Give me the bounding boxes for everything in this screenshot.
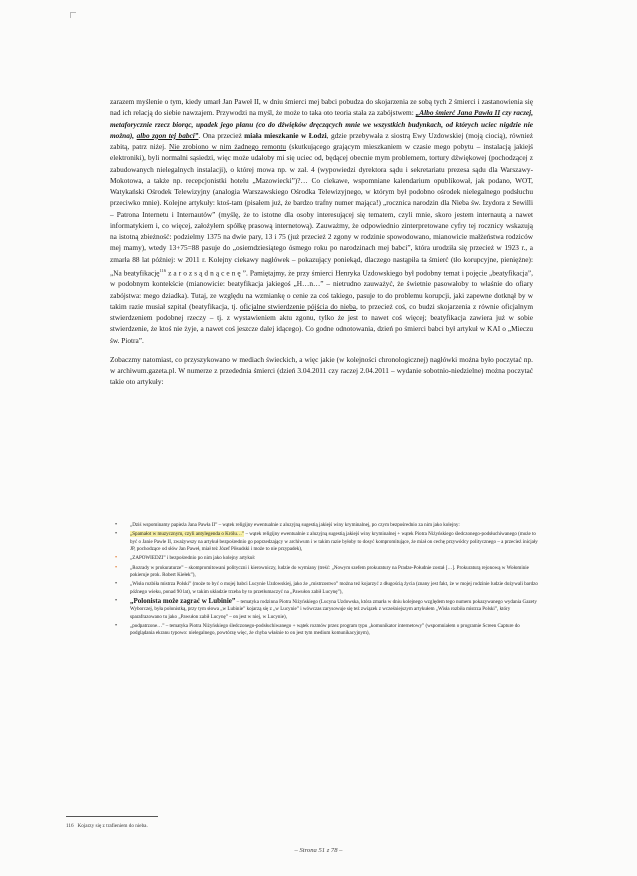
bullet-icon: •: [115, 598, 118, 605]
bullet-icon: •: [115, 531, 118, 538]
list-item-body: – wątek religijny ewentualnie z aluzyjną sugestią jakiejś winy kryminalnej, po czym bezpośrednio za nim jako kolejny:: [217, 522, 460, 528]
list-item-head: „ZAPOWIEDZI”: [130, 555, 166, 562]
p1-underlined-4: oficjalne stwierdzenie pójścia do nieba: [239, 301, 356, 311]
paragraph-1: [110, 96, 533, 346]
list-item-head: „Spamałot w muzycznym, czyli antylegenda o Królu…”: [130, 531, 245, 538]
p1-text-4: (skutkującego grającym mieszkaniem w czasie mego pobytu – instalacją jakiejś elektroniki), byli normalni sąsiedzi, więc może udałoby mi się uciec od, będącej obecnie mym problemem, tortury dźwiękowej (pochodzącej z zabudowanych nielegalnych instalacji), o której mowa np. w zał. 4 (wypowiedzi dyrektora sądu i sekretariatu prezesa sądu dla Warszawy-Mokotowa, a także np. recepcjonistki hotelu „Mazowiecki”)?… Co ciekawe, wspomniane kalendarium opublikował, jak podano, WOT, Watykański Ośrodek Telewizyjny (analogia Warszawskiego Ośrodka Telewizyjnego, w którym był podobno ośrodek nielegalnego podsłuchu przeciwko mnie). Kolejne artykuły: ktoś-tam (pisałem już, że bardzo trafny numer mająca!) „rocznica narodzin dla Nieba św. Izydora z Sewilli – Patrona Internetu i Internautów” (myślę, że to istotne dla osoby interesującej się tematem, czyli mnie, skoro jestem internautą a nawet informatykiem i, co więcej, założyłem spółkę prasową internetową). Zauważmy, że odpowiednio zinterpretowane cyfry tej rocznicy wskazują na istotną zbieżność: podzielmy 1375 na dwie pary, 13 i 75 (już przecież 2 zgony w rodzinie spowodowano, mianowicie małżeństwa rodziców mej mamy), wtedy 13+75=88 pasuje do „osiemdziesiątego ósmego roku po narodzinach mej babci”, która urodziła się przecież w 1923 r., a zmarła 88 lat później: w 2011 r. Kolejny ciekawy nagłówek – pokazujący poniekąd, dlaczego nastąpiła ta śmierć (tło korupcyjne, pieniężne): „Na beatyfikację: [110, 142, 534, 278]
list-item-head: „Dziś wspominamy papieża Jana Pawła II”: [130, 522, 218, 528]
p1-underlined-3: Nie zrobiono w nim żadnego remontu: [169, 142, 287, 151]
p1-text-5: z a r o z s ą d n ą c e n ę ”. Pamiętajmy, że przy śmierci Henryka Uzdowskiego był podobny temat i pojęcie „beatyfikacja”, w podobnym kontekście (mianowicie: beatyfikacja jakiegoś „H…n…” – nietrudno zauważyć, że świetnie pasowałoby to właśnie do ofiary zabójstwa: mego dziadka). Tutaj, ze względu na wzmiankę o cenie za coś takiego, pasuje to do problemu korupcji, jaki zapewne dotknął by w takim razie musiał szpital (beatyfikacja, tj.: [110, 268, 533, 311]
scan-corner-mark: [70, 12, 76, 18]
list-item: [110, 522, 538, 529]
bullet-icon: •: [115, 564, 118, 571]
list-item-body: (może to być o mojej babci Lucynie Uzdowskiej, jako że „mistrzostwo” można też kojarzyć z długością życia (znany jest fakt, że w mojej rodzinie ludzie dożywali bardzo późnego wieku, ponad 90 lat), w takim układzie trzeba by to przetłumaczyć na „Pawułon zabił Lucynę”),: [130, 581, 538, 595]
list-item-body: i bezpośrednio po nim jako kolejny artykuł:: [165, 555, 256, 562]
bullet-icon: •: [115, 623, 118, 630]
list-item: [110, 623, 538, 638]
list-item-head: „Rozrady w prokuraturze”: [130, 564, 184, 571]
article-list: [110, 522, 538, 640]
p1-underlined-quote-2: albo zgon tej babci”: [136, 130, 199, 140]
paragraph-2: Zobaczmy natomiast, co przyszykowano w mediach świeckich, a więc jakie (w kolejności chronologicznej) nagłówki można było poczytać np. w archiwum.gazeta.pl. W numerze z przedednia śmierci (dzień 3.04.2011 czy raczej 2.04.2011 – wydanie sobotnio-niedzielne) można poczytać takie oto artykuły:: [110, 354, 533, 387]
list-item-body: – wątek religijny ewentualnie z aluzyjną sugestią jakiejś winy kryminalnej + wątek Piotra Niżyńskiego śledczonego-podsłuchiwanego (może to być o Janie Pawle II, zważywszy na artykuł bezpośrednio go poprzedzający w archiwum i w takim razie byłoby to dosyć kompromitujące, że miał on cechę przywódcy politycznego – a przecież inicjały JP, pochodzące od słów Jan Paweł, miał też Józef Piłsudski i może to nie przypadek),: [130, 531, 538, 553]
list-item-body: – tematyka rodzinna Piotra Niżyńskiego (Lucyna Uzdowska, która zmarła w dniu kolejnego względem tego numeru pokazywanego wydania Gazety Wyborczej, była polonistką, przy tym słowa „w Lubinie” kojarzą się z „w Lucynie” i wówczas zarysowuje się też związek z wcześniejszym artykułem „Wisła rozbiła mistrza Polski”, który sparafrazowano tu jako „Pawułon zabił Lucynę” – on jest w niej, w Lucynie),: [130, 599, 537, 620]
list-item: [110, 581, 538, 596]
p1-underlined-quote-1: „Albo śmierć Jana Pawła II: [415, 108, 501, 118]
bullet-icon: •: [115, 522, 118, 528]
list-item: [110, 531, 538, 553]
footnote-reference: 116: [159, 267, 167, 273]
list-item-head: „podpatrzone…”: [130, 623, 165, 630]
p1-text-6: , to przecież coś, co budzi skojarzenia z równie oficjalnym stwierdzeniem podobnej rzeczy – tj. z wystawieniem aktu zgonu, tylko że jest to nawet coś więcej; beatyfikacja zawiera już w sobie stwierdzenie, że ktoś nie żyje, a nawet coś jeszcze dalej idącego). Co godne odnotowania, dzień po śmierci babci był artykuł w KAI o „Mieczu św. Piotra”.: [110, 301, 534, 345]
footnote: [66, 823, 148, 829]
list-item: [110, 565, 538, 580]
footnote-divider: [66, 816, 158, 817]
list-item: [110, 598, 538, 621]
list-item-head: „Polonista może zagrać w Lubinie”: [130, 597, 236, 606]
page-footer: – Strona 51 z 78 –: [294, 847, 343, 854]
p1-text-3: , gdzie przebywała z siostrą Ewy Uzdowskiej (moją ciocią), również zabitą, patrz niżej.: [110, 130, 534, 151]
p1-italic-quote: czy raczej, metaforycznie rzecz biorąc, upadek jego planu (co do dźwięków dręczących mnie we wszystkich budynkach, od których uciec nigdzie nie można),: [110, 108, 534, 140]
bullet-icon: •: [115, 581, 118, 588]
list-item-body: – skompromitowani polityczni i kierowniczy, ludzie do wymiany (treść: „Nowym szefem prokuratury na Pradze-Południe został […]. Prokuraturą rejonową w Wołominie pokieruje prok. Robert Kiełek”),: [130, 564, 529, 579]
list-item-body: – tematyka Piotra Niżyńskiego śledczonego-podsłuchiwanego + wątek rozmów przez program typu „komunikator internetowy” (wspomniałem o programie Screen Capture do podglądania ekranu typowo: nielegalnego, powtórzę więc, że chyba właśnie to on jest tym medium komunikacyjnym),: [130, 623, 520, 637]
p1-text-2: . Ona przecież: [198, 130, 245, 140]
main-text: [110, 96, 533, 388]
list-item-head: „Wisła rozbiła mistrza Polski”: [130, 581, 192, 588]
footnote-text: Kojarzy się z trafieniem do nieba.: [77, 823, 148, 829]
list-item: [110, 555, 538, 562]
footnote-number: 116: [66, 823, 74, 829]
p1-bold-text: miała mieszkanie w Łodzi: [244, 130, 327, 140]
bullet-icon: •: [115, 555, 118, 562]
p1-text: zarazem myślenie o tym, kiedy umarł Jan Paweł II, w dniu śmierci mej babci pobudza do skojarzenia ze sobą tych 2 śmierci i zastanowienia się nad ich relacją do siebie nawzajem. Przywodzi na myśl, że może to taka oto teoria stała za zabójstwem:: [110, 97, 533, 118]
